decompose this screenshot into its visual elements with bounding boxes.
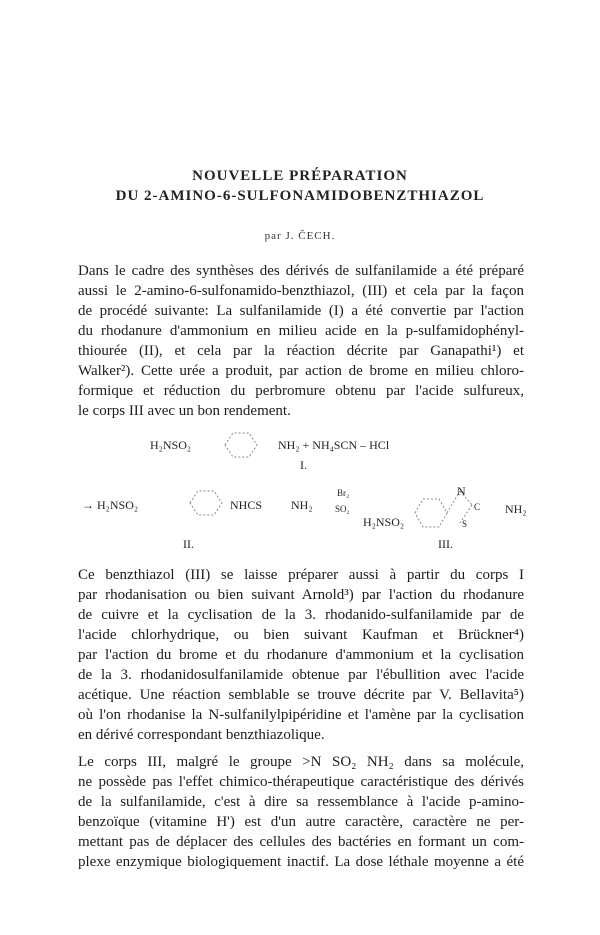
- paragraph-1-line: du rhodanure d'ammonium en milieu acide en la p-sulfamidophényl-: [78, 323, 524, 339]
- paragraph-1-line: aussi le 2-amino-6-sulfonamido-benzthiazol, (III) et cela par la façon: [78, 283, 524, 299]
- paragraph-1-line: thiourée (II), et cela par la réaction décrite par Ganapathi¹) et: [78, 343, 524, 359]
- scheme-reagent-bottom: SO₂: [335, 504, 350, 514]
- paragraph-2-line: où l'on rhodanise la N-sulfanilylpipéridine et l'amène par la cyclisation: [78, 707, 524, 723]
- scheme-label-II: II.: [183, 537, 194, 551]
- paragraph-3-line: mettant pas de déplacer des cellules des bactéries en formant un com-: [78, 834, 524, 850]
- paragraph-1-line: le corps III avec un bon rendement.: [78, 403, 291, 419]
- scheme-prod-left: H₂NSO₂: [363, 515, 405, 529]
- paragraph-2-line: Ce benzthiazol (III) se laisse préparer aussi à partir du corps I: [78, 567, 524, 583]
- paragraph-3-line: ne possède pas l'effet chimico-thérapeutique caractéristique des dérivés: [78, 774, 524, 790]
- scheme-r2-c: NH₂: [291, 498, 313, 512]
- paragraph-1-line: Walker²). Cette urée a produit, par action de brome en milieu chloro-: [78, 363, 524, 379]
- scheme-r1-right: NH₂ + NH₄SCN – HCl: [278, 438, 390, 452]
- scheme-reagent-top: Br₂: [337, 488, 350, 498]
- scheme-prod-NH2: NH₂: [505, 502, 527, 516]
- scheme-prod-S: S: [462, 519, 468, 529]
- title-line-2: DU 2-AMINO-6-SULFONAMIDOBENZTHIAZOL: [115, 188, 485, 204]
- paragraph-3-line: de la sulfanilamide, c'est à dire sa ressemblance à l'acide p-amino-: [78, 794, 524, 810]
- paragraph-3-line: plexe enzymique biologiquement inactif. La dose léthale moyenne a été: [78, 854, 524, 870]
- paragraph-2-line: acétique. Une réaction semblable se trouve décrite par V. Bellavita⁵): [78, 687, 524, 703]
- paragraph-2-line: par rhodanisation ou bien suivant Arnold³) par l'action du rhodanure: [78, 587, 524, 603]
- paragraph-2-line: par l'action du brome et du rhodanure d'ammonium et la cyclisation: [78, 647, 524, 663]
- benzene-ring-icon: [180, 488, 230, 518]
- benzene-ring-icon: [215, 430, 265, 460]
- title-line-1: NOUVELLE PRÉPARATION: [192, 168, 408, 184]
- paragraph-1-line: Dans le cadre des synthèses des dérivés de sulfanilamide a été préparé: [78, 263, 524, 279]
- paragraph-3-line: Le corps III, malgré le groupe >N SO₂ NH₂ dans sa molécule,: [78, 754, 524, 770]
- scheme-label-I: I.: [300, 458, 307, 472]
- paragraph-1-line: de procédé suivante: La sulfanilamide (I) a été convertie par l'action: [78, 303, 524, 319]
- paragraph-2-line: de cuivre et la cyclisation de la 3. rhodanido-sulfanilamide par de: [78, 607, 524, 623]
- scheme-r2-a: → H₂NSO₂: [82, 498, 139, 512]
- paragraph-1-line: formique et réduction du perbromure obtenu par l'acide sulfureux,: [78, 383, 524, 399]
- scheme-label-III: III.: [438, 537, 453, 551]
- paragraph-2-line: de la 3. rhodanidosulfanilamide obtenue par l'ébullition avec l'acide: [78, 667, 524, 683]
- paragraph-2-line: l'acide chlorhydrique, ou bien suivant Kaufman et Brückner⁴): [78, 627, 524, 643]
- author: par J. ČECH.: [264, 230, 336, 242]
- paragraph-2: [78, 565, 524, 745]
- scheme-prod-N: N: [457, 484, 466, 498]
- paragraph-1: [78, 261, 524, 421]
- benzthiazole-ring-icon: [360, 483, 500, 543]
- scheme-r1-left: H₂NSO₂: [150, 438, 192, 452]
- paragraph-3-line: benzoïque (vitamine H') est d'un autre caractère, caractère ne per-: [78, 814, 524, 830]
- scheme-r2-b: NHCS: [230, 498, 263, 512]
- scheme-prod-C: C: [474, 502, 481, 512]
- paragraph-2-line: en dérivé correspondant benzthiazolique.: [78, 727, 325, 743]
- paragraph-3: [78, 752, 524, 872]
